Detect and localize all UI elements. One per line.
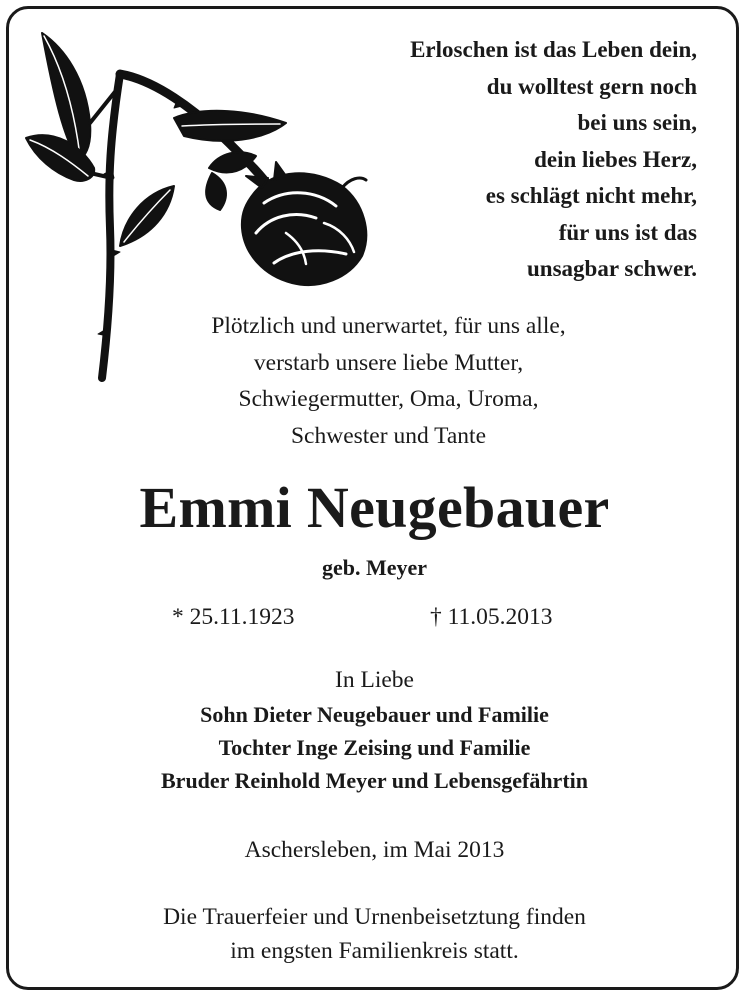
ceremony-line: im engsten Familienkreis statt. — [230, 938, 519, 964]
mourners-list — [0, 698, 749, 797]
mourner-entry: Sohn Dieter Neugebauer und Familie — [200, 702, 549, 727]
announcement-line: verstarb unsere liebe Mutter, — [253, 349, 524, 376]
poem-line: für uns ist das — [558, 219, 697, 245]
place-date: Aschersleben, im Mai 2013 — [244, 837, 505, 863]
birth-date: * 25.11.1923 — [172, 604, 295, 630]
announcement-line: Plötzlich und unerwartet, für uns alle, — [211, 313, 566, 339]
announcement-line: Schwiegermutter, Oma, Uroma, — [238, 386, 539, 412]
poem-line: dein liebes Herz, — [534, 146, 697, 172]
ceremony-line: Die Trauerfeier und Urnenbeisetztung finden — [163, 904, 586, 930]
poem-line: du wolltest gern noch — [486, 73, 697, 99]
announcement-line: Schwester und Tante — [290, 422, 486, 449]
poem-line: es schlägt nicht mehr, — [485, 183, 697, 208]
mourner-entry: Bruder Reinhold Meyer und Lebensgefährtin — [161, 768, 588, 793]
poem-line: bei uns sein, — [577, 110, 697, 135]
ceremony-notice — [0, 900, 749, 968]
mourner-entry: Tochter Inge Zeising und Familie — [218, 735, 531, 760]
life-dates — [0, 600, 749, 634]
poem — [337, 32, 697, 288]
poem-line: unsagbar schwer. — [527, 256, 697, 281]
death-date: † 11.05.2013 — [430, 604, 553, 630]
mourning-intro: In Liebe — [335, 667, 414, 693]
announcement-text — [0, 308, 749, 454]
poem-line: Erloschen ist das Leben dein, — [410, 37, 697, 62]
maiden-name: geb. Meyer — [321, 555, 428, 580]
deceased-name: Emmi Neugebauer — [139, 475, 610, 540]
